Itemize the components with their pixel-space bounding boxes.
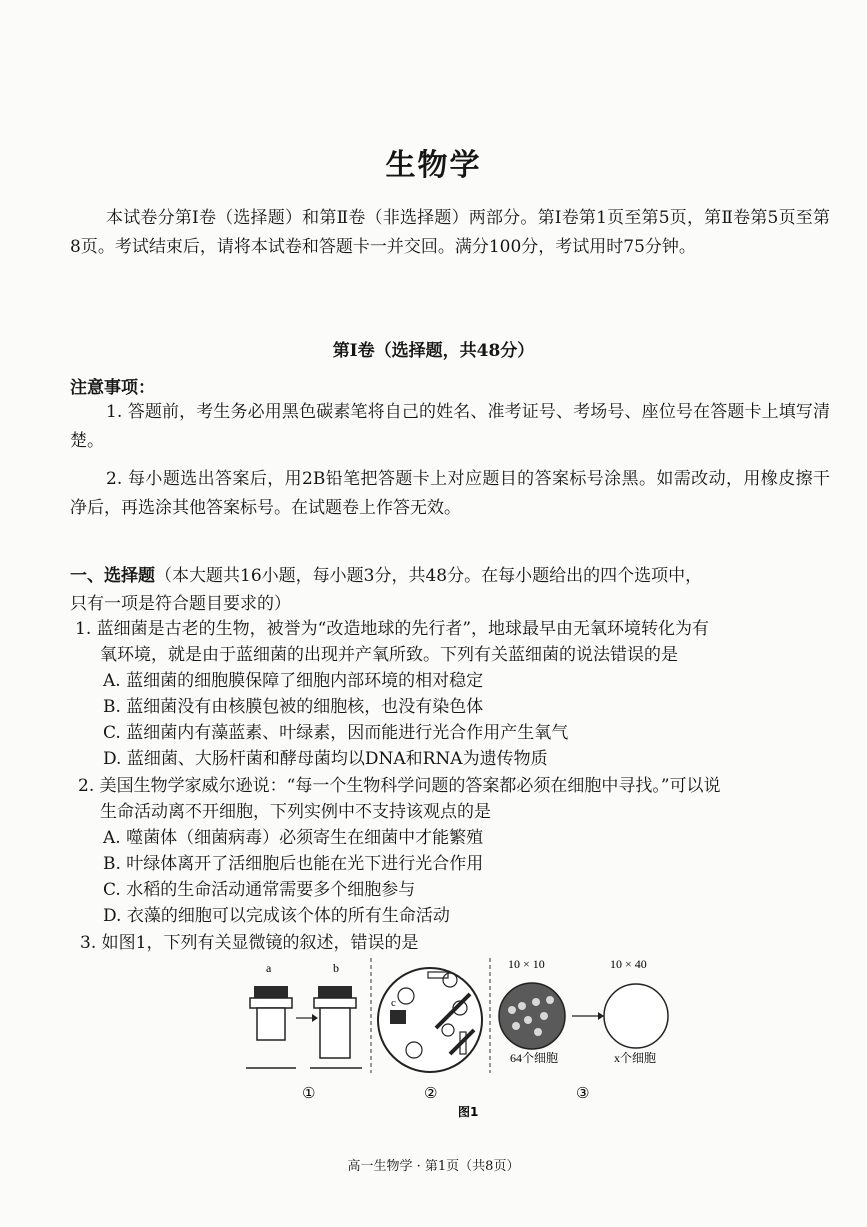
cells-64: 64个细胞	[510, 1051, 559, 1065]
mag-10x40: 10 × 40	[610, 958, 647, 971]
q1-stem-2: 氧环境，就是由于蓝细菌的出现并产氧所致。下列有关蓝细菌的说法错误的是	[100, 645, 678, 665]
notice-heading: 注意事项：	[70, 378, 155, 398]
notice-item-2: 2. 每小题选出答案后，用2B铅笔把答题卡上对应题目的答案标号涂黑。如需改动，用橡皮擦干净后，再选涂其他答案标号。在试题卷上作答无效。	[70, 469, 830, 518]
q1-option-a: A. 蓝细菌的细胞膜保障了细胞内部环境的相对稳定	[103, 671, 484, 691]
q2-option-d: D. 衣藻的细胞可以完成该个体的所有生命活动	[103, 906, 450, 926]
part1-heading: 一、选择题	[70, 566, 155, 586]
q1-stem-1: 1. 蓝细菌是古老的生物，被誉为“改造地球的先行者”，地球最早由无氧环境转化为有	[75, 619, 710, 639]
page-title: 生物学	[385, 148, 482, 183]
q2-stem-2: 生命活动离不开细胞，下列实例中不支持该观点的是	[100, 802, 491, 822]
figure-1-drawing	[238, 958, 698, 1118]
q1-option-d: D. 蓝细菌、大肠杆菌和酵母菌均以DNA和RNA为遗传物质	[103, 749, 548, 769]
panel-num-3: ③	[576, 1084, 590, 1102]
mag-10x10: 10 × 10	[508, 958, 545, 971]
cells-x: x个细胞	[614, 1051, 657, 1065]
q1-option-b: B. 蓝细菌没有由核膜包被的细胞核，也没有染色体	[103, 697, 484, 717]
cell-field-high-mag	[604, 984, 668, 1048]
arrow-a-to-b	[296, 1014, 318, 1022]
label-a: a	[266, 961, 272, 975]
part1-heading-line	[70, 563, 702, 589]
q2-option-a: A. 噬菌体（细菌病毒）必须寄生在细菌中才能繁殖	[103, 828, 484, 848]
panel-num-2: ②	[424, 1084, 438, 1102]
page-footer: 高一生物学 · 第1页（共8页）	[347, 1159, 520, 1174]
q2-stem-1: 2. 美国生物学家威尔逊说：“每一个生物科学问题的答案都必须在细胞中寻找。”可以说	[78, 776, 721, 796]
label-b: b	[333, 961, 339, 975]
q3-stem-1: 3. 如图1，下列有关显微镜的叙述，错误的是	[80, 933, 419, 953]
cell-field-low-mag	[499, 983, 565, 1049]
arrow-low-to-high	[572, 1012, 604, 1020]
part1-desc-1: （本大题共16小题，每小题3分，共48分。在每小题给出的四个选项中，	[155, 566, 703, 586]
q2-option-b: B. 叶绿体离开了活细胞后也能在光下进行光合作用	[103, 854, 484, 874]
objective-lens-a	[246, 986, 296, 1068]
exam-intro: 本试卷分第Ⅰ卷（选择题）和第Ⅱ卷（非选择题）两部分。第Ⅰ卷第1页至第5页，第Ⅱ卷第5页至第8页。考试结束后，请将本试卷和答题卡一并交回。满分100分，考试用时75分钟。	[70, 208, 830, 257]
notice-item-1: 1. 答题前，考生务必用黑色碳素笔将自己的姓名、准考证号、考场号、座位号在答题卡上填写清楚。	[70, 402, 830, 451]
objective-lens-b	[310, 986, 362, 1068]
field-of-view	[378, 968, 482, 1072]
label-c: c	[391, 997, 396, 1009]
panel-num-1: ①	[302, 1084, 316, 1102]
figure-1	[238, 958, 698, 1118]
q1-option-c: C. 蓝细菌内有藻蓝素、叶绿素，因而能进行光合作用产生氧气	[103, 723, 569, 743]
section-title: 第Ⅰ卷（选择题，共48分）	[332, 341, 535, 361]
figure-caption: 图1	[458, 1105, 479, 1118]
part1-desc-2: 只有一项是符合题目要求的）	[70, 594, 291, 614]
q2-option-c: C. 水稻的生命活动通常需要多个细胞参与	[103, 880, 416, 900]
